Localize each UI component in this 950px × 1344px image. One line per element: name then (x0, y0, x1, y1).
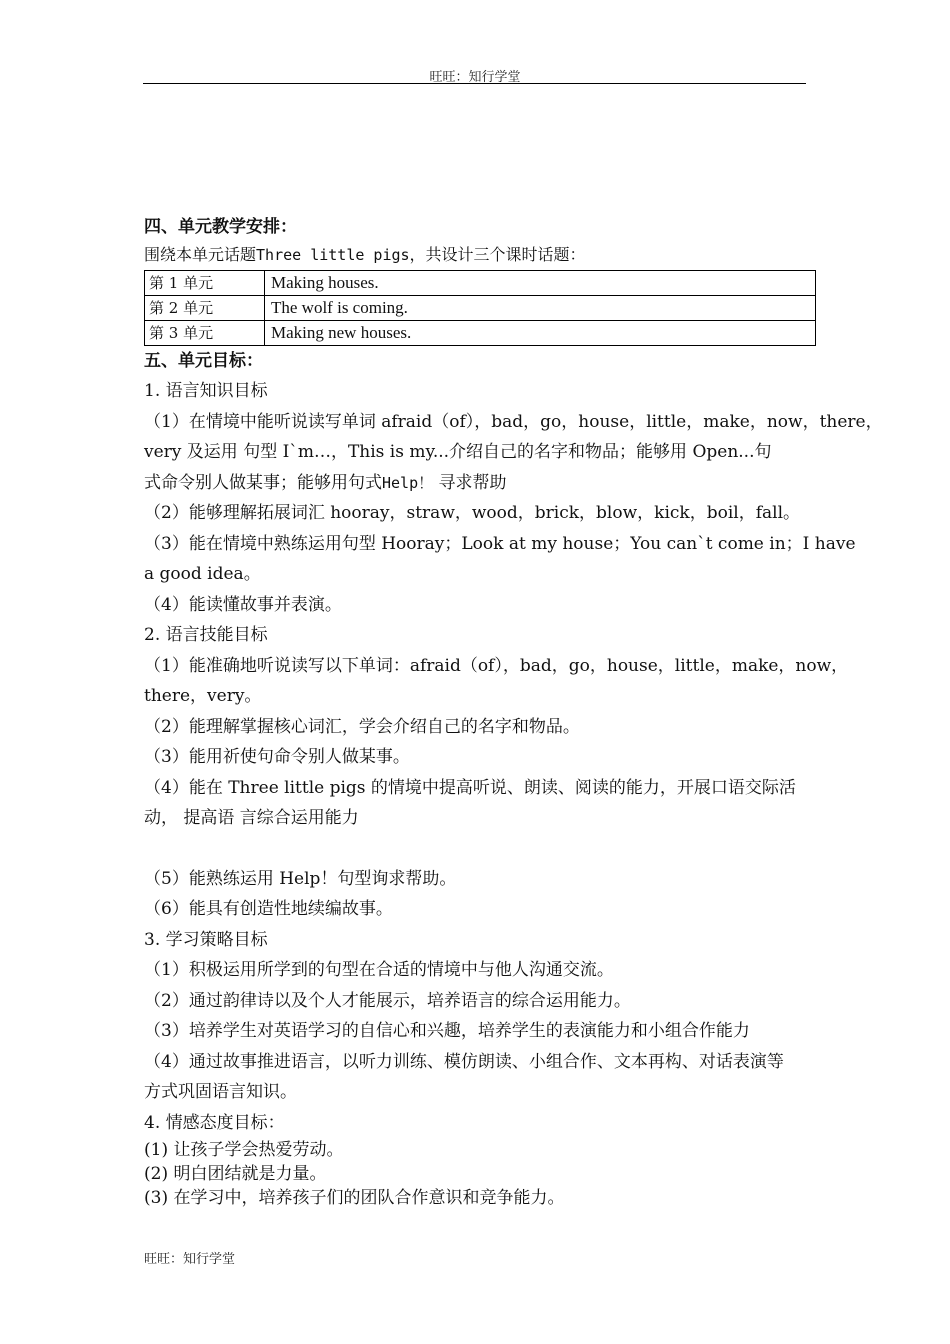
intro-suffix: ，共设计三个课时话题： (409, 245, 586, 264)
goal2-item4-line1: （4）能在 Three little pigs 的情境中提高听说、朗读、阅读的能力，开展口语交际活 (144, 777, 796, 798)
goal4-item1: (1) 让孩子学会热爱劳动。 (144, 1140, 344, 1160)
goal2-title: 2. 语言技能目标 (144, 625, 268, 645)
goal1-item1-line2: very 及运用 句型 I`m…，This is my...介绍自己的名字和物品；能够用 Open...句 (144, 442, 772, 462)
unit-cell: 第 3 单元 (145, 321, 265, 346)
goal3-item4-line1: （4）通过故事推进语言，以听力训练、模仿朗读、小组合作、文本再构、对话表演等 (144, 1051, 784, 1072)
goal1-item1-line3b: Help！ (382, 473, 434, 492)
table-row (145, 271, 816, 296)
goal3-item3: （3）培养学生对英语学习的自信心和兴趣，培养学生的表演能力和小组合作能力 (144, 1021, 750, 1041)
section5-title: 五、单元目标： (144, 351, 263, 371)
goal1-item1-line1: （1）在情境中能听说读写单词 afraid（of），bad，go，house，little，make，now，there， (144, 411, 883, 432)
intro-topic: Three little pigs (256, 246, 410, 264)
header-rule (143, 83, 806, 84)
goal1-item1-line3c: 寻求帮助 (433, 472, 507, 493)
goal4-item3: (3) 在学习中，培养孩子们的团队合作意识和竞争能力。 (144, 1188, 565, 1208)
topic-cell: Making houses. (265, 271, 816, 296)
unit-cell: 第 1 单元 (145, 271, 265, 296)
goal2-item1-line1: （1）能准确地听说读写以下单词：afraid（of），bad，go，house，little，make，now， (144, 655, 849, 676)
goal2-item1-line2: there，very。 (144, 686, 262, 706)
goal3-item2: （2）通过韵律诗以及个人才能展示，培养语言的综合运用能力。 (144, 990, 631, 1011)
section4-intro (144, 242, 816, 268)
goal1-item3-line1: （3）能在情境中熟练运用句型 Hooray；Look at my house；You can`t come in；I have (144, 533, 856, 554)
topic-cell: Making new houses. (265, 321, 816, 346)
goal2-item4-line2: 动， 提高语 言综合运用能力 (144, 808, 359, 828)
goal2-item6: （6）能具有创造性地续编故事。 (144, 899, 393, 919)
blank-line (144, 834, 816, 864)
goal4-title: 4. 情感态度目标： (144, 1112, 285, 1133)
unit-schedule-table (144, 270, 816, 346)
table-row (145, 296, 816, 321)
intro-prefix: 围绕本单元话题 (144, 245, 257, 264)
goal3-title: 3. 学习策略目标 (144, 929, 268, 950)
goal3-item1: （1）积极运用所学到的句型在合适的情境中与他人沟通交流。 (144, 960, 614, 980)
section4-title: 四、单元教学安排： (144, 217, 297, 237)
goal1-item1-line3 (144, 468, 816, 499)
topic-cell: The wolf is coming. (265, 296, 816, 321)
goal1-item3-line2: a good idea。 (144, 564, 261, 584)
page-footer: 旺旺：知行学堂 (144, 1252, 236, 1267)
goal2-item5: （5）能熟练运用 Help！句型询求帮助。 (144, 868, 457, 889)
goal4-item2: (2) 明白团结就是力量。 (144, 1164, 327, 1184)
document-body (144, 212, 883, 1210)
goal1-item1-line3a: 式命令别人做某事；能够用句式 (144, 472, 382, 493)
table-row (145, 321, 816, 346)
goal2-item2: （2）能理解掌握核心词汇，学会介绍自己的名字和物品。 (144, 716, 580, 737)
goal1-item2: （2）能够理解拓展词汇 hooray，straw，wood，brick，blow，kick，boil，fall。 (144, 503, 801, 523)
unit-cell: 第 2 单元 (145, 296, 265, 321)
goal1-title: 1. 语言知识目标 (144, 381, 268, 401)
goal3-item4-line2: 方式巩固语言知识。 (144, 1082, 297, 1102)
goal2-item3: （3）能用祈使句命令别人做某事。 (144, 747, 410, 767)
page-header: 旺旺：知行学堂 (429, 70, 521, 85)
goal1-item4: （4）能读懂故事并表演。 (144, 594, 342, 615)
